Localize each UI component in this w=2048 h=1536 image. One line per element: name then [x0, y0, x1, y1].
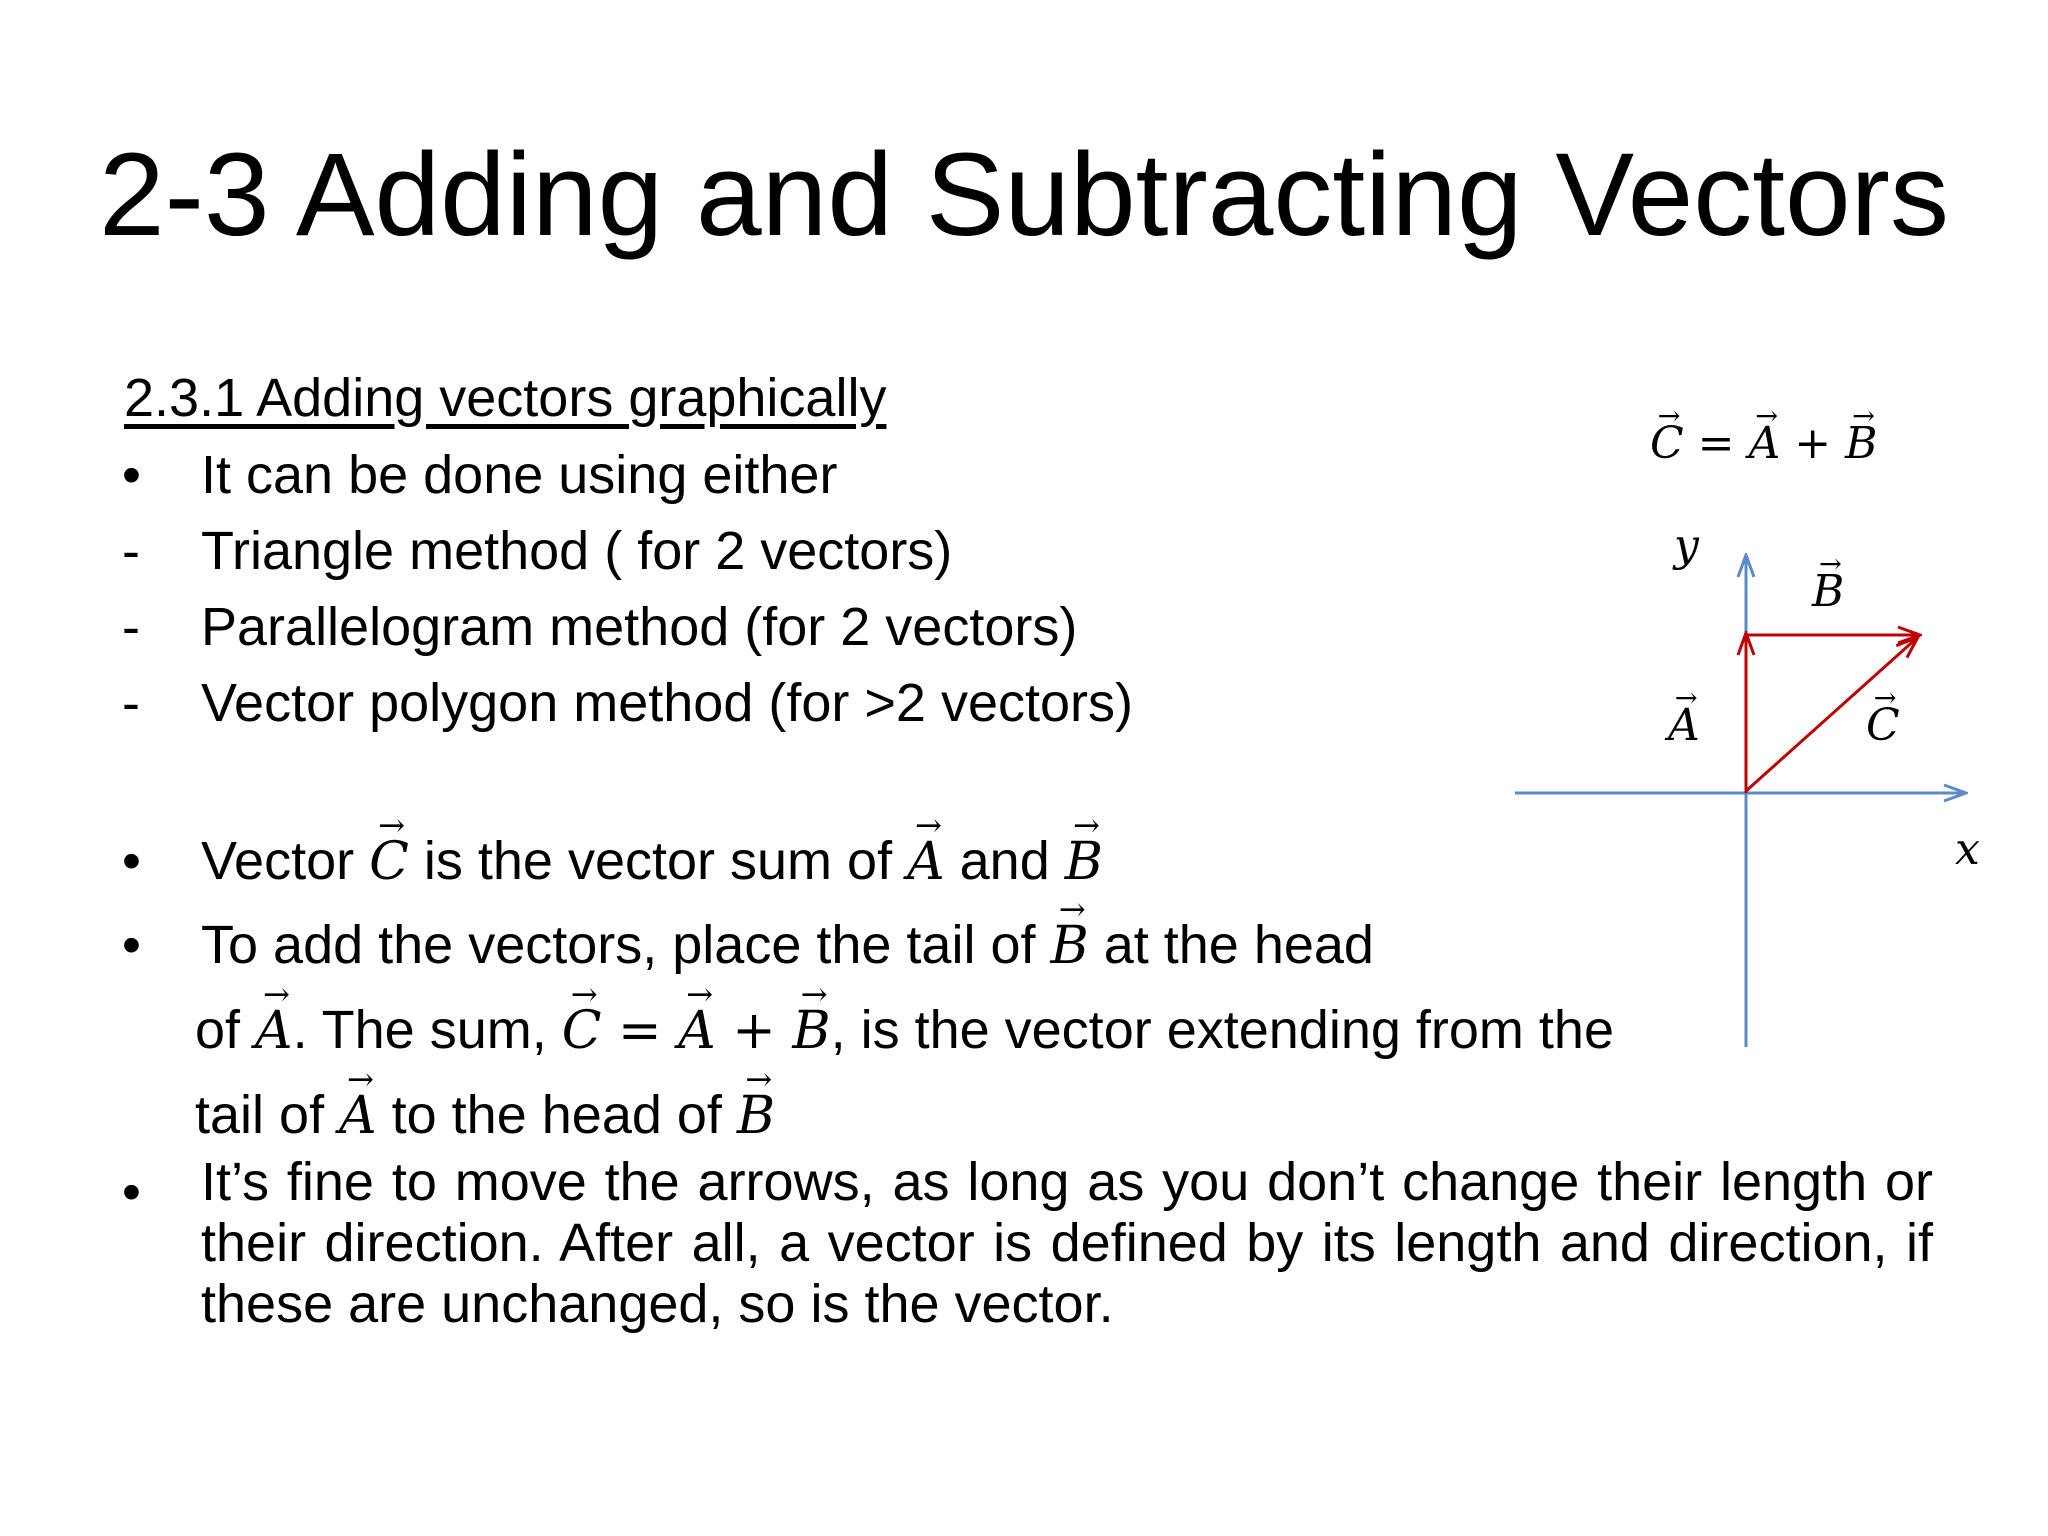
text: . The sum,: [292, 1000, 562, 1060]
bullet-marker: •: [122, 445, 141, 505]
vector-symbol: → A: [1668, 700, 1700, 751]
vector-symbol: → A: [255, 996, 293, 1066]
vector-symbol: → A: [678, 996, 716, 1066]
text: at the head: [1088, 915, 1374, 975]
dash-marker: -: [122, 673, 140, 733]
dash-marker: -: [122, 597, 140, 657]
dash-item-parallelogram: Parallelogram method (for 2 vectors): [201, 597, 1078, 657]
text: of: [195, 1000, 256, 1060]
vector-a-label: [1668, 700, 1700, 751]
x-axis-label: x: [1955, 824, 1980, 875]
vector-symbol: → C: [562, 996, 602, 1066]
plus-sign: +: [715, 1001, 793, 1061]
vector-b-label: [1812, 566, 1844, 617]
dash-item-triangle: Triangle method ( for 2 vectors): [201, 521, 953, 581]
equals-sign: =: [601, 1001, 679, 1061]
vector-symbol: → C: [369, 827, 409, 897]
section-heading: 2.3.1 Adding vectors graphically: [124, 368, 887, 428]
vector-symbol: → A: [339, 1081, 377, 1151]
bullet-marker: •: [122, 831, 141, 891]
vector-symbol: → C: [1866, 700, 1900, 751]
bullet-marker: •: [122, 1162, 141, 1222]
plus-sign: +: [1780, 418, 1846, 469]
text: tail of: [195, 1085, 340, 1145]
vector-symbol: → B: [1845, 418, 1877, 469]
equals-sign: =: [1683, 418, 1749, 469]
y-axis-label: y: [1674, 520, 1699, 571]
slide-title: 2-3 Adding and Subtracting Vectors: [99, 129, 1949, 261]
vector-symbol: → B: [1812, 566, 1844, 617]
vector-symbol: → B: [737, 1081, 775, 1151]
vector-symbol: → A: [907, 827, 945, 897]
text: is the vector sum of: [408, 831, 908, 891]
text: and: [944, 831, 1065, 891]
text: to the head of: [376, 1085, 737, 1145]
bullet-marker: •: [122, 915, 141, 975]
bullet-text-move-arrows: It’s fine to move the arrows, as long as you don’t change their length or their direction. After all, a vector is defined by its length and direction, if these are unchanged, so is the vector.: [201, 1152, 1933, 1334]
vector-symbol: → B: [1051, 911, 1089, 981]
vector-symbol: → A: [1749, 418, 1781, 469]
vector-c-label: [1866, 700, 1900, 751]
dash-item-polygon: Vector polygon method (for >2 vectors): [201, 673, 1133, 733]
text: Vector: [201, 831, 370, 891]
text: , is the vector extending from the: [830, 1000, 1614, 1060]
text: To add the vectors, place the tail of: [201, 915, 1051, 975]
vector-symbol: → B: [792, 996, 830, 1066]
bullet-text: It can be done using either: [201, 445, 838, 505]
vector-symbol: → B: [1065, 827, 1103, 897]
vector-symbol: → C: [1650, 418, 1684, 469]
dash-marker: -: [122, 521, 140, 581]
